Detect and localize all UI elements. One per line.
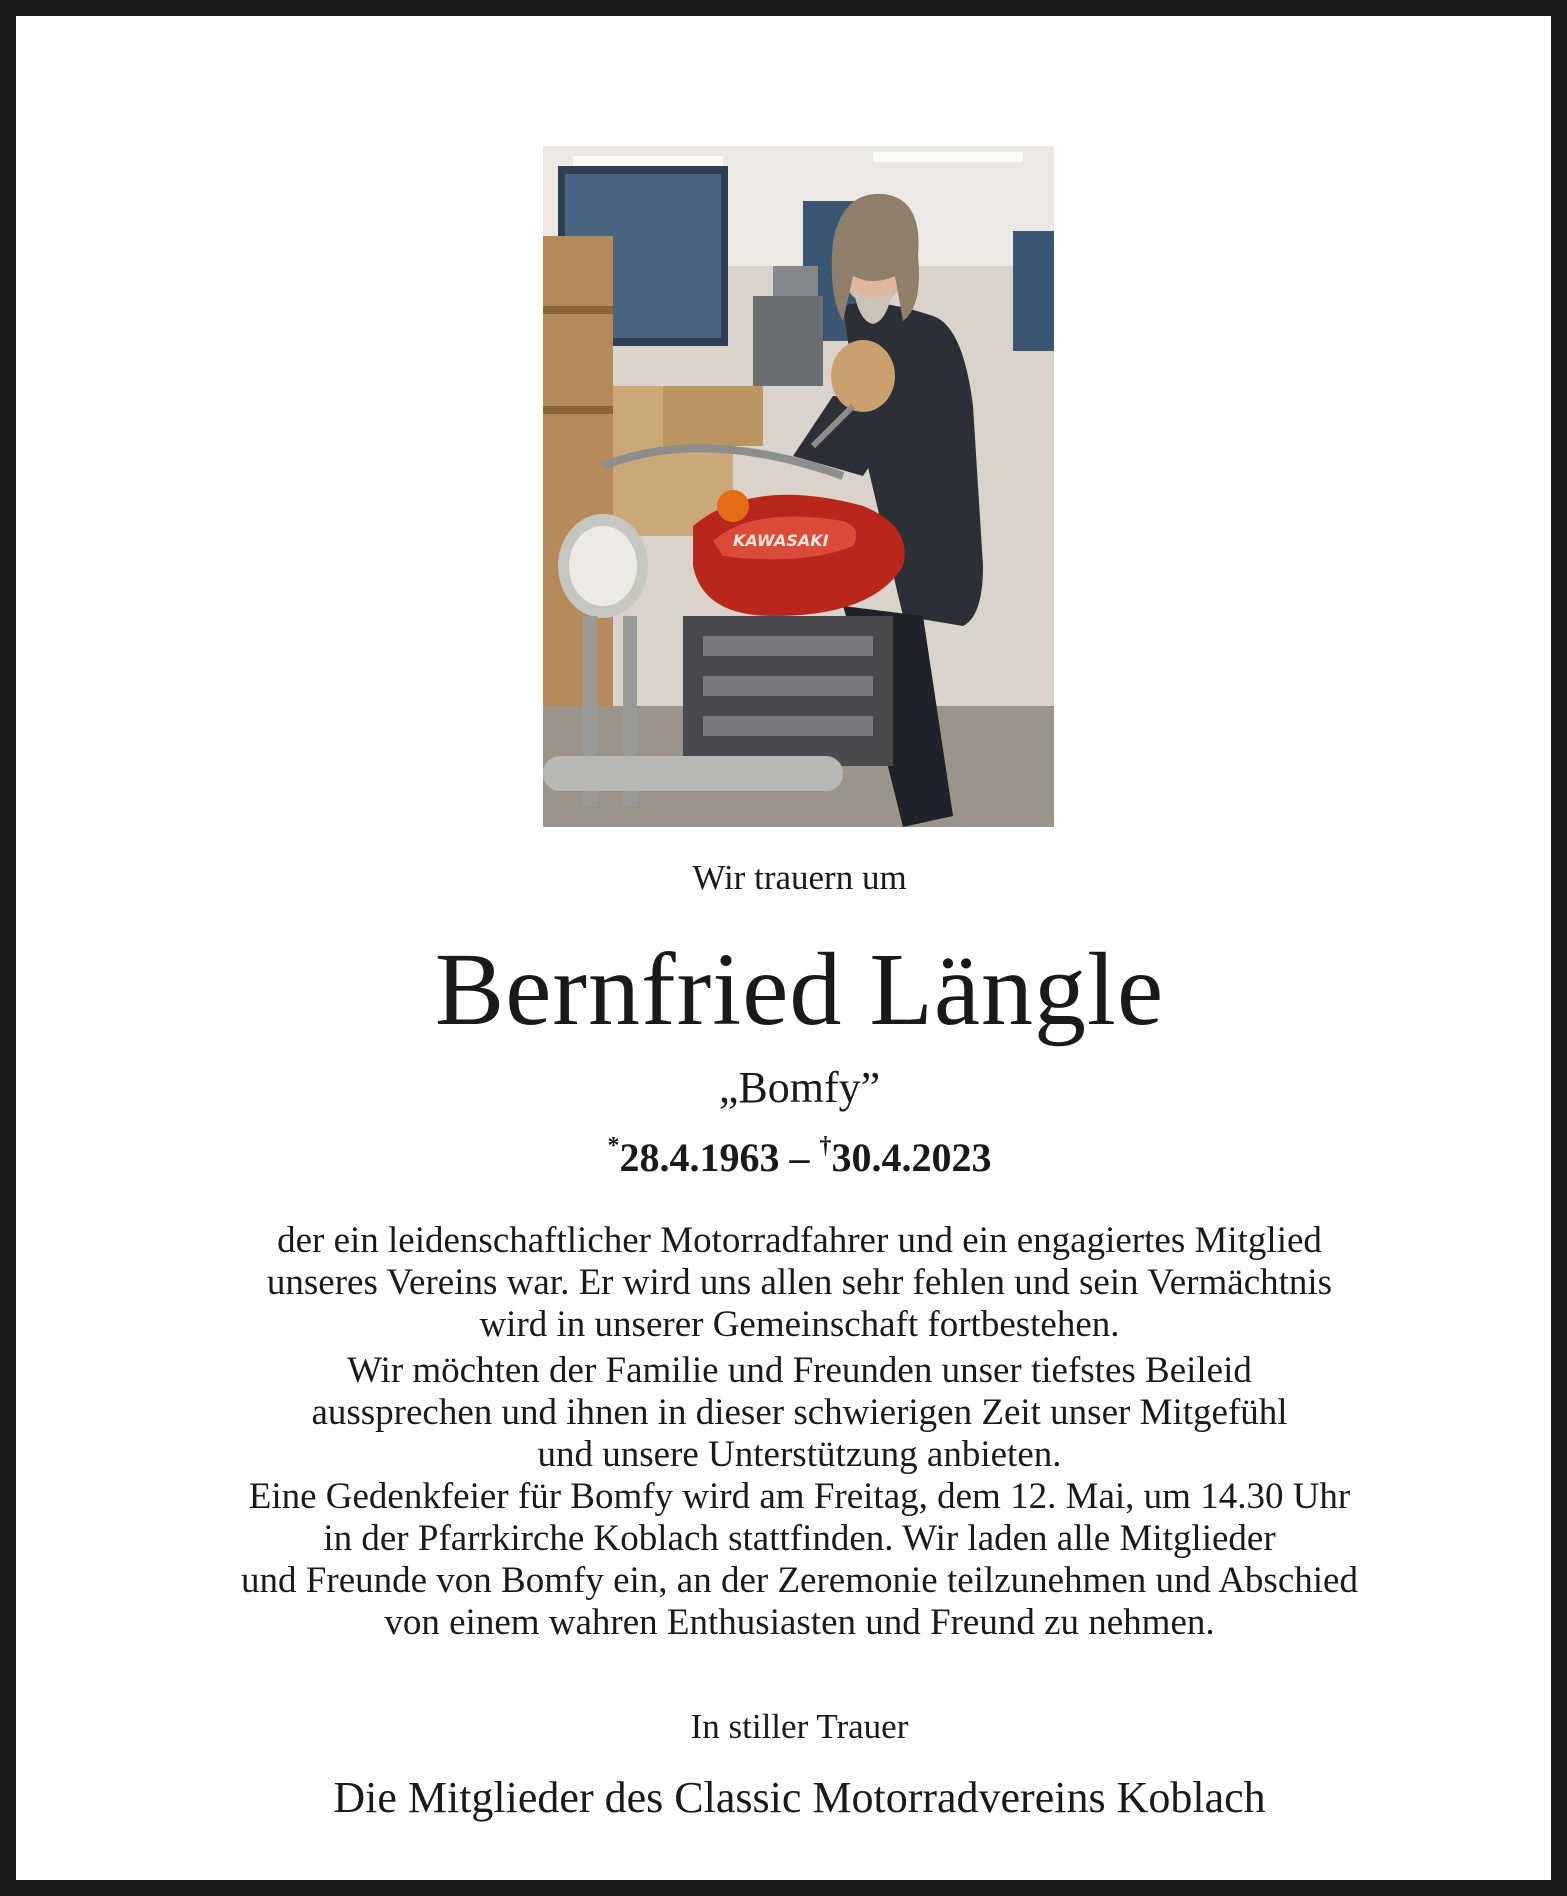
birth-date: 28.4.1963 [619, 1135, 780, 1180]
body-line: unseres Vereins war. Er wird uns allen sehr fehlen und sein Vermächtnis [266, 1262, 1333, 1303]
life-dates [32, 1134, 1567, 1181]
death-symbol: † [819, 1132, 832, 1159]
intro-text: Wir trauern um [692, 858, 907, 897]
body-paragraph-2 [32, 1350, 1567, 1644]
date-separator: – [779, 1135, 820, 1180]
portrait-photo-illustration [543, 146, 1054, 827]
body-paragraph-1 [32, 1220, 1567, 1346]
signature: Die Mitglieder des Classic Motorradvereins Koblach [333, 1773, 1266, 1822]
body-line: Wir möchten der Familie und Freunden unser tiefstes Beileid [347, 1350, 1252, 1391]
body-line: Eine Gedenkfeier für Bomfy wird am Freitag, dem 12. Mai, um 14.30 Uhr [248, 1476, 1351, 1517]
death-date: 30.4.2023 [831, 1135, 992, 1180]
portrait-photo [543, 146, 1054, 827]
body-line: der ein leidenschaftlicher Motorradfahrer und ein engagiertes Mitglied [277, 1220, 1322, 1261]
tank-logo: KAWASAKI [733, 531, 829, 550]
body-line: und Freunde von Bomfy ein, an der Zeremonie teilzunehmen und Abschied [241, 1560, 1358, 1601]
body-line: von einem wahren Enthusiasten und Freund zu nehmen. [384, 1602, 1215, 1643]
deceased-name: Bernfried Längle [434, 932, 1165, 1047]
body-line: wird in unserer Gemeinschaft fortbestehen. [479, 1304, 1120, 1345]
closing-phrase: In stiller Trauer [690, 1707, 909, 1746]
body-line: und unsere Unterstützung anbieten. [537, 1434, 1062, 1475]
body-line: aussprechen und ihnen in dieser schwierigen Zeit unser Mitgefühl [311, 1392, 1288, 1433]
birth-symbol: * [607, 1132, 620, 1159]
nickname: „Bomfy” [718, 1063, 881, 1112]
obituary-body [32, 1220, 1567, 1644]
body-line: in der Pfarrkirche Koblach stattfinden. Wir laden alle Mitglieder [323, 1518, 1276, 1559]
